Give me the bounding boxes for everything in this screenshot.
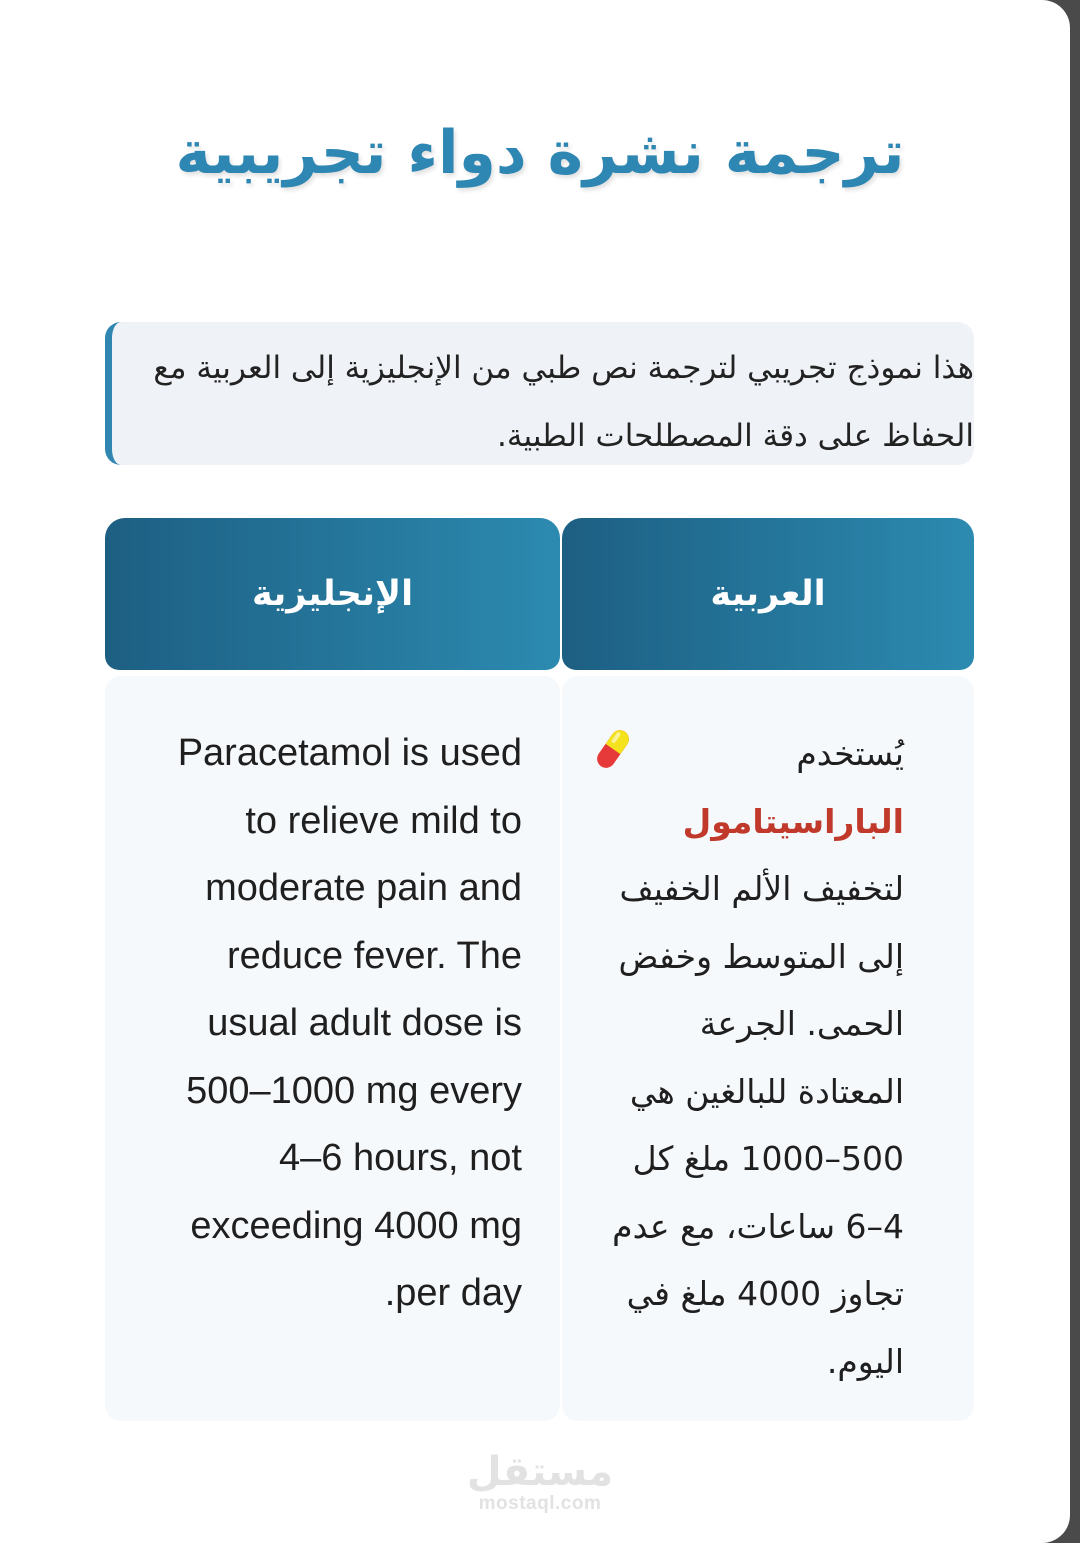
pill-icon	[590, 726, 636, 772]
arabic-text-prefix: يُستخدم	[796, 734, 904, 773]
column-header-arabic: العربية	[562, 518, 974, 670]
arabic-text-rest: لتخفيف الألم الخفيف إلى المتوسط وخفض الحمى. الجرعة المعتادة للبالغين هي 500–1000 ملغ كل 4–6 ساعات، مع عدم تجاوز 4000 ملغ في اليوم.	[612, 869, 904, 1381]
english-paragraph: Paracetamol is used to relieve mild to moderate pain and reduce fever. The usual adult dose is 500–1000 mg every 4–6 hours, not exceeding 4000 mg per day.	[177, 732, 522, 1314]
arabic-paragraph	[592, 720, 904, 1395]
english-text-cell	[105, 676, 560, 1421]
watermark-latin: mostaql.com	[478, 1493, 602, 1514]
page-title: ترجمة نشرة دواء تجريبية	[175, 118, 905, 188]
watermark-arabic: مستقل	[466, 1449, 614, 1495]
watermark	[0, 1449, 1080, 1516]
drug-name-highlight: الباراسيتامول	[682, 801, 904, 841]
column-header-english: الإنجليزية	[105, 518, 560, 670]
intro-note: هذا نموذج تجريبي لترجمة نص طبي من الإنجليزية إلى العربية مع الحفاظ على دقة المصطلحات الطبية.	[105, 322, 974, 465]
arabic-text-cell	[562, 676, 974, 1421]
